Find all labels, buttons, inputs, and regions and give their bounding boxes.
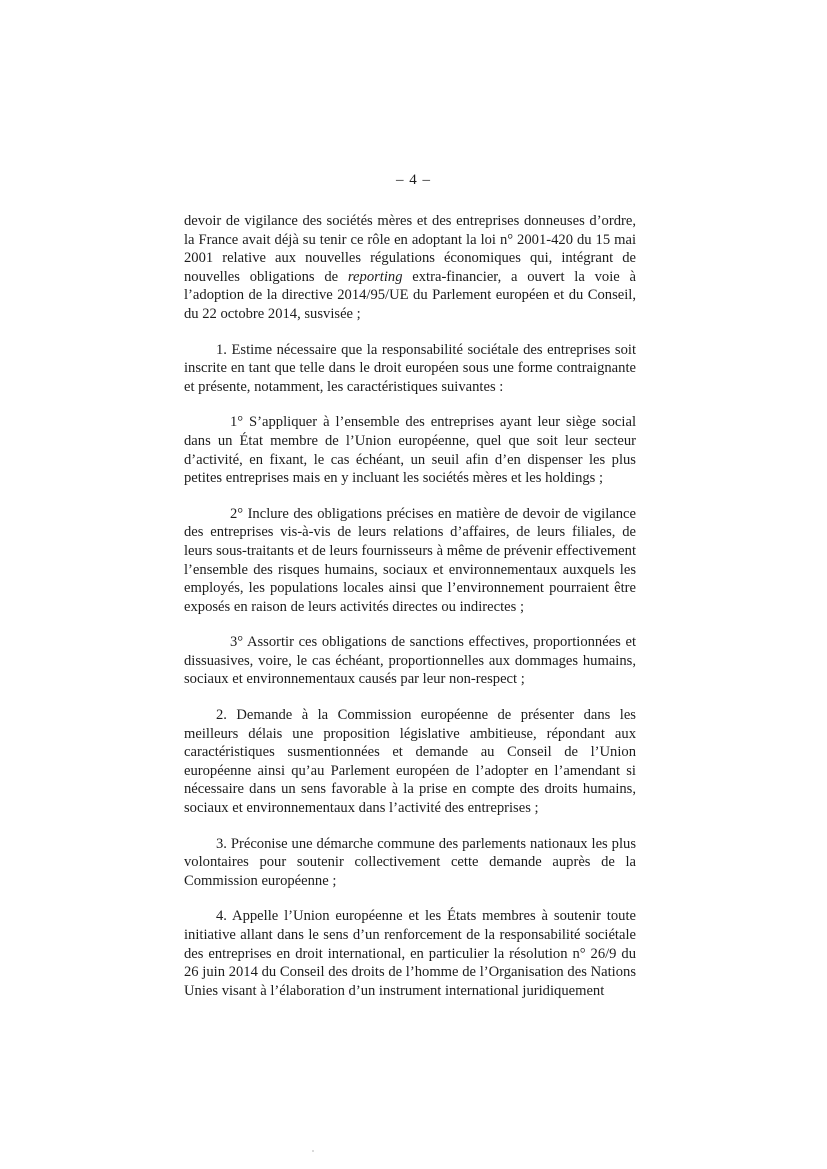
text-run: 1° S’appliquer à l’ensemble des entreprises ayant leur siège social dans un État membre de l’Union européenne, quel que soit leur secteur d’activité, en fixant, le cas échéant, un seuil afin d’en dispenser les plus petites entreprises mais en y incluant les sociétés mères et les holdings ; [184, 414, 636, 487]
paragraph-article-1 [184, 341, 636, 397]
paragraph-item-2 [184, 505, 636, 617]
text-run: 3. Préconise une démarche commune des parlements nationaux les plus volontaires pour soutenir collectivement cette demande auprès de la Commission européenne ; [184, 835, 636, 889]
paragraph-article-2 [184, 706, 636, 818]
text-run-italic: reporting [347, 268, 403, 285]
paragraph-article-4 [184, 907, 636, 1000]
text-run: 2. Demande à la Commission européenne de présenter dans les meilleurs délais une proposition législative ambitieuse, répondant aux caractéristiques susmentionnées et demande au Conseil de l’Union européenne ainsi qu’au Parlement européen de l’adopter en l’amendant si nécessaire dans un sens favorable à la prise en compte des droits humains, sociaux et environnementaux dans l’activité des entreprises ; [184, 707, 636, 817]
scan-speck [312, 1150, 314, 1152]
paragraph-continuation [184, 212, 636, 324]
text-run: 4. Appelle l’Union européenne et les États membres à soutenir toute initiative allant dans le sens d’un renforcement de la responsabilité sociétale des entreprises en droit international, en particulier la résolution n° 26/9 du 26 juin 2014 du Conseil des droits de l’homme de l’Organisation des Nations Unies visant à l’élaboration d’un instrument international juridiquement [184, 908, 636, 999]
text-run: devoir de vigilance des sociétés mères et des entreprises donneuses d’ordre, la France avait déjà su tenir ce rôle en adoptant la loi n° 2001-420 du 15 mai 2001 relative aux nouvelles régulations économiques qui, intégrant de nouvelles obligations de [184, 213, 636, 285]
paragraph-article-3 [184, 835, 636, 891]
paragraph-item-1 [184, 413, 636, 487]
text-run: 2° Inclure des obligations précises en matière de devoir de vigilance des entreprises vis-à-vis de leurs relations d’affaires, de leurs filiales, de leurs sous-traitants et de leurs fournisseurs à même de prévenir effectivement l’ensemble des risques humains, sociaux et environnementaux auxquels les employés, les populations locales ainsi que l’environnement pourraient être exposés en raison de leurs activités directes ou indirectes ; [184, 505, 636, 615]
document-body [184, 212, 636, 1000]
text-run: 3° Assortir ces obligations de sanctions effectives, proportionnées et dissuasives, voire, le cas échéant, proportionnelles aux dommages humains, sociaux et environnementaux causés par leur non-respect ; [184, 634, 636, 688]
text-run: extra-financier, a ouvert la voie à l’adoption de la directive 2014/95/UE du Parlement européen et du Conseil, du 22 octobre 2014, susvisée ; [184, 268, 637, 322]
page-number: – 4 – [396, 172, 431, 188]
paragraph-item-3 [184, 633, 636, 689]
text-run: 1. Estime nécessaire que la responsabilité sociétale des entreprises soit inscrite en tant que telle dans le droit européen sous une forme contraignante et présente, notamment, les caractéristiques suivantes : [184, 341, 636, 395]
